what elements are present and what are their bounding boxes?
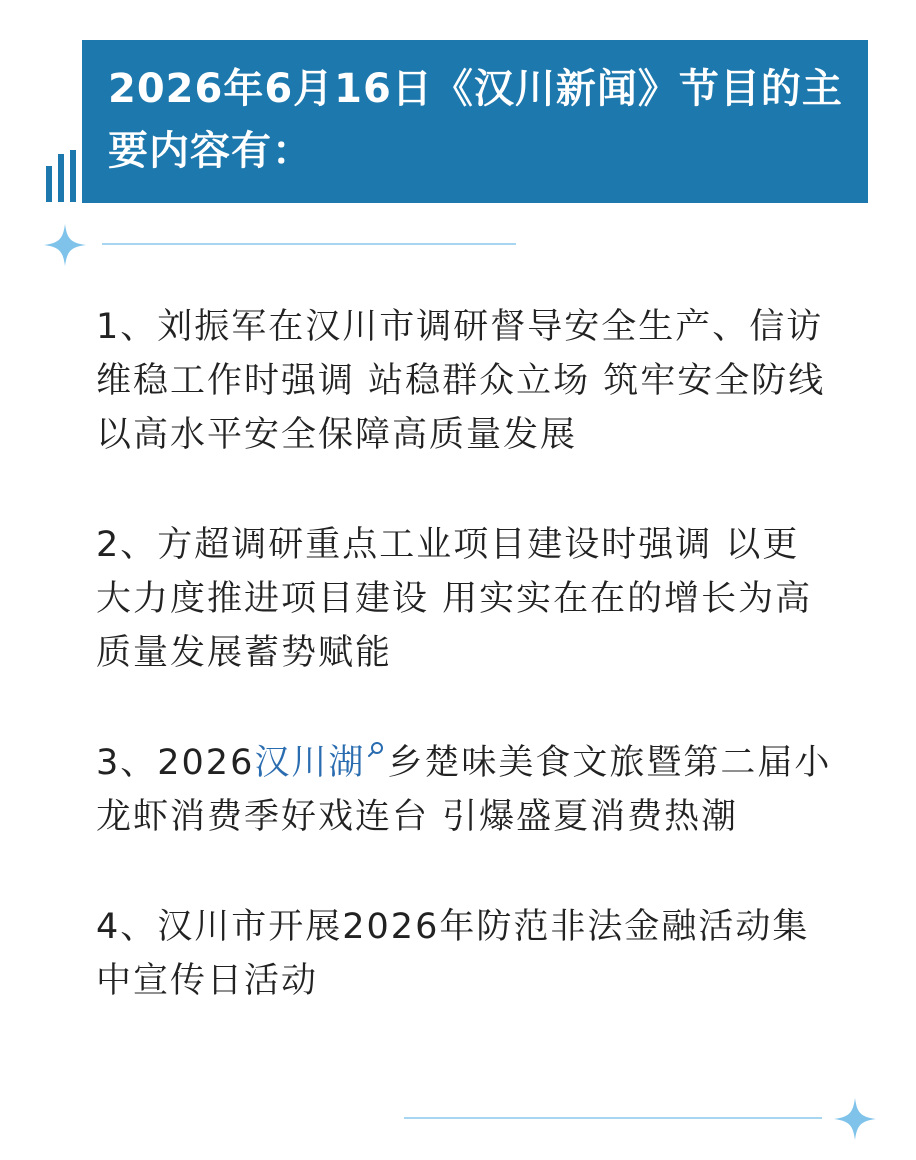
header-banner (82, 40, 868, 203)
list-item-text: 1、刘振军在汉川市调研督导安全生产、信访维稳工作时强调 站稳群众立场 筑牢安全防线 以高水平安全保障高质量发展 (96, 307, 826, 455)
divider-line-bottom (404, 1117, 822, 1119)
list-item-text: 4、汉川市开展2026年防范非法金融活动集中宣传日活动 (96, 907, 810, 1001)
sparkle-icon (44, 224, 86, 266)
sparkle-icon (834, 1098, 876, 1140)
decorative-bar (58, 154, 64, 202)
list-item-prefix: 3、2026 (96, 743, 255, 783)
list-item-text: 2、方超调研重点工业项目建设时强调 以更大力度推进项目建设 用实实在在的增长为高质量发展蓄势赋能 (96, 525, 813, 673)
decorative-bar (46, 166, 52, 202)
page-title: 2026年6月16日《汉川新闻》节目的主要内容有： (108, 66, 843, 174)
list-item (96, 300, 836, 462)
list-item (96, 900, 836, 1008)
news-list (96, 300, 836, 1008)
decorative-bar (70, 150, 76, 202)
divider-line-top (102, 243, 516, 245)
search-link[interactable]: 汉川湖 (254, 743, 366, 783)
list-item (96, 736, 836, 844)
decorative-bars (46, 150, 76, 202)
list-item-suffix: 乡楚味美食文旅暨第二届小龙虾消费季好戏连台 引爆盛夏消费热潮 (96, 743, 832, 837)
search-icon[interactable] (365, 740, 387, 770)
list-item (96, 518, 836, 680)
